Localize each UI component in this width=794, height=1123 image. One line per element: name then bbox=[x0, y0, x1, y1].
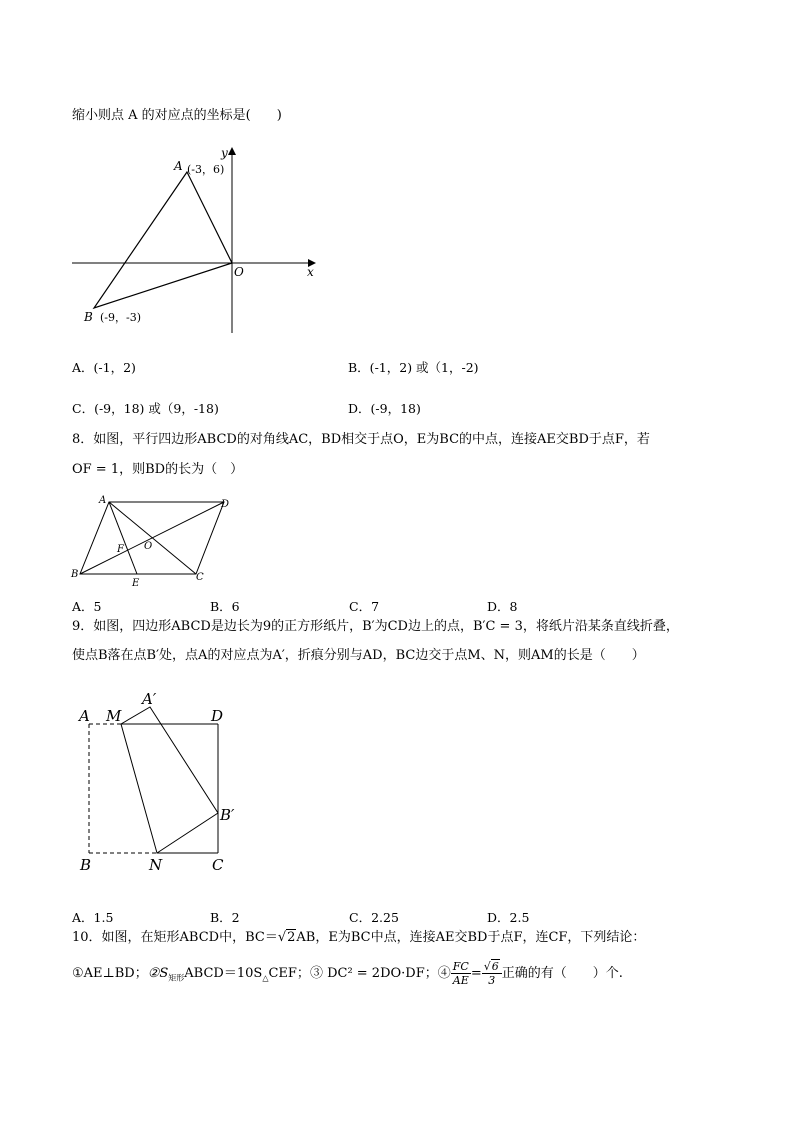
fraction-fc-ae bbox=[451, 960, 471, 987]
diagonal-bd bbox=[80, 502, 224, 574]
label-N: N bbox=[149, 856, 163, 874]
conclusion-3: ③ DC² = 2DO·DF； bbox=[309, 966, 438, 981]
label-O: O bbox=[234, 265, 244, 279]
label-B-prime: B′ bbox=[220, 806, 235, 824]
q8-option-a[interactable]: A．5 bbox=[72, 599, 102, 614]
q7-coordinate-figure bbox=[70, 145, 330, 345]
c4-eq: = bbox=[470, 966, 482, 981]
label-A-prime: A′ bbox=[142, 690, 157, 708]
q7-stem: 缩小则点 A 的对应点的坐标是( ) bbox=[72, 108, 282, 123]
q7-option-b[interactable]: B．(-1，2) 或（1，-2) bbox=[348, 360, 479, 375]
y-axis-arrow bbox=[228, 147, 236, 155]
label-x: x bbox=[307, 265, 314, 279]
label-F: F bbox=[117, 544, 124, 555]
label-B: B bbox=[71, 569, 79, 580]
q9-stem-line1: 9．如图，四边形ABCD是边长为9的正方形纸片，B′为CD边上的点，B′C = 3，将纸片沿某条直线折叠， bbox=[72, 619, 679, 634]
label-D: D bbox=[211, 707, 224, 725]
q7-option-a[interactable]: A．(-1，2) bbox=[72, 360, 136, 375]
frac-den: AE bbox=[452, 974, 469, 987]
c2-mid: ABCD＝10S bbox=[184, 966, 263, 981]
q9-option-c[interactable]: C．2.25 bbox=[349, 910, 399, 925]
conclusion-2 bbox=[148, 966, 310, 981]
label-D: D bbox=[221, 499, 230, 510]
q9-stem-line2: 使点B落在点B′处，点A的对应点为A′，折痕分别与AD，BC边交于点M、N，则AM的长是（ ） bbox=[72, 648, 645, 663]
segment-ae bbox=[109, 502, 137, 574]
label-A: A bbox=[79, 707, 90, 725]
q8-option-c[interactable]: C．7 bbox=[349, 599, 380, 614]
sqrt-symbol: √ bbox=[277, 930, 287, 945]
q9-option-a[interactable]: A．1.5 bbox=[72, 910, 114, 925]
label-A: A bbox=[174, 159, 183, 173]
label-C: C bbox=[196, 572, 204, 583]
q7-option-c[interactable]: C．(-9，18) 或（9，-18) bbox=[72, 401, 219, 416]
c2-sub2: △ bbox=[262, 973, 269, 983]
frac-num: FC bbox=[452, 960, 469, 973]
c2-post: CEF； bbox=[268, 966, 310, 981]
q9-option-d[interactable]: D．2.5 bbox=[487, 910, 530, 925]
q9-fold-figure bbox=[72, 686, 252, 881]
label-A: A bbox=[99, 495, 107, 506]
q8-stem-line2: OF = 1，则BD的长为（ ） bbox=[72, 462, 244, 477]
folded-quadrilateral bbox=[121, 707, 218, 853]
q10-line1-post: AB，E为BC中点，连接AE交BD于点F，连CF，下列结论： bbox=[296, 930, 646, 945]
q10-stem-line1 bbox=[72, 930, 645, 946]
fraction-root6-3 bbox=[482, 960, 502, 987]
coord-B: (-9，-3) bbox=[100, 311, 142, 324]
label-M: M bbox=[106, 707, 122, 725]
conclusion-4 bbox=[437, 960, 623, 987]
label-E: E bbox=[132, 578, 140, 589]
q8-option-d[interactable]: D．8 bbox=[487, 599, 518, 614]
c4-post: 正确的有（ ）个. bbox=[501, 966, 623, 981]
q10-conclusions bbox=[72, 960, 623, 990]
q7-option-d[interactable]: D．(-9，18) bbox=[348, 401, 421, 416]
label-B: B bbox=[84, 310, 93, 324]
label-O: O bbox=[144, 541, 153, 552]
coord-A: (-3，6) bbox=[187, 163, 225, 176]
label-y: y bbox=[221, 146, 228, 160]
triangle-abo bbox=[94, 172, 232, 308]
c2-sub: 矩形 bbox=[168, 973, 185, 983]
conclusion-1: ①AE⊥BD； bbox=[72, 966, 148, 981]
label-B: B bbox=[80, 856, 92, 874]
c4-pre: ④ bbox=[437, 966, 451, 981]
q10-line1-pre: 10．如图，在矩形ABCD中，BC＝ bbox=[72, 930, 278, 945]
root-radicand: 6 bbox=[491, 960, 499, 973]
frac-root-num: √6 bbox=[482, 960, 502, 974]
q8-parallelogram-figure bbox=[70, 494, 240, 589]
sqrt-radicand: 2 bbox=[287, 930, 296, 945]
q8-stem-line1: 8．如图，平行四边形ABCD的对角线AC，BD相交于点O，E为BC的中点，连接AE交BD于点F，若 bbox=[72, 432, 650, 447]
frac-root-den: 3 bbox=[488, 974, 496, 987]
q8-option-b[interactable]: B．6 bbox=[210, 599, 240, 614]
label-C: C bbox=[212, 856, 224, 874]
q9-option-b[interactable]: B．2 bbox=[210, 910, 240, 925]
c2-pre: ②S bbox=[147, 966, 169, 981]
